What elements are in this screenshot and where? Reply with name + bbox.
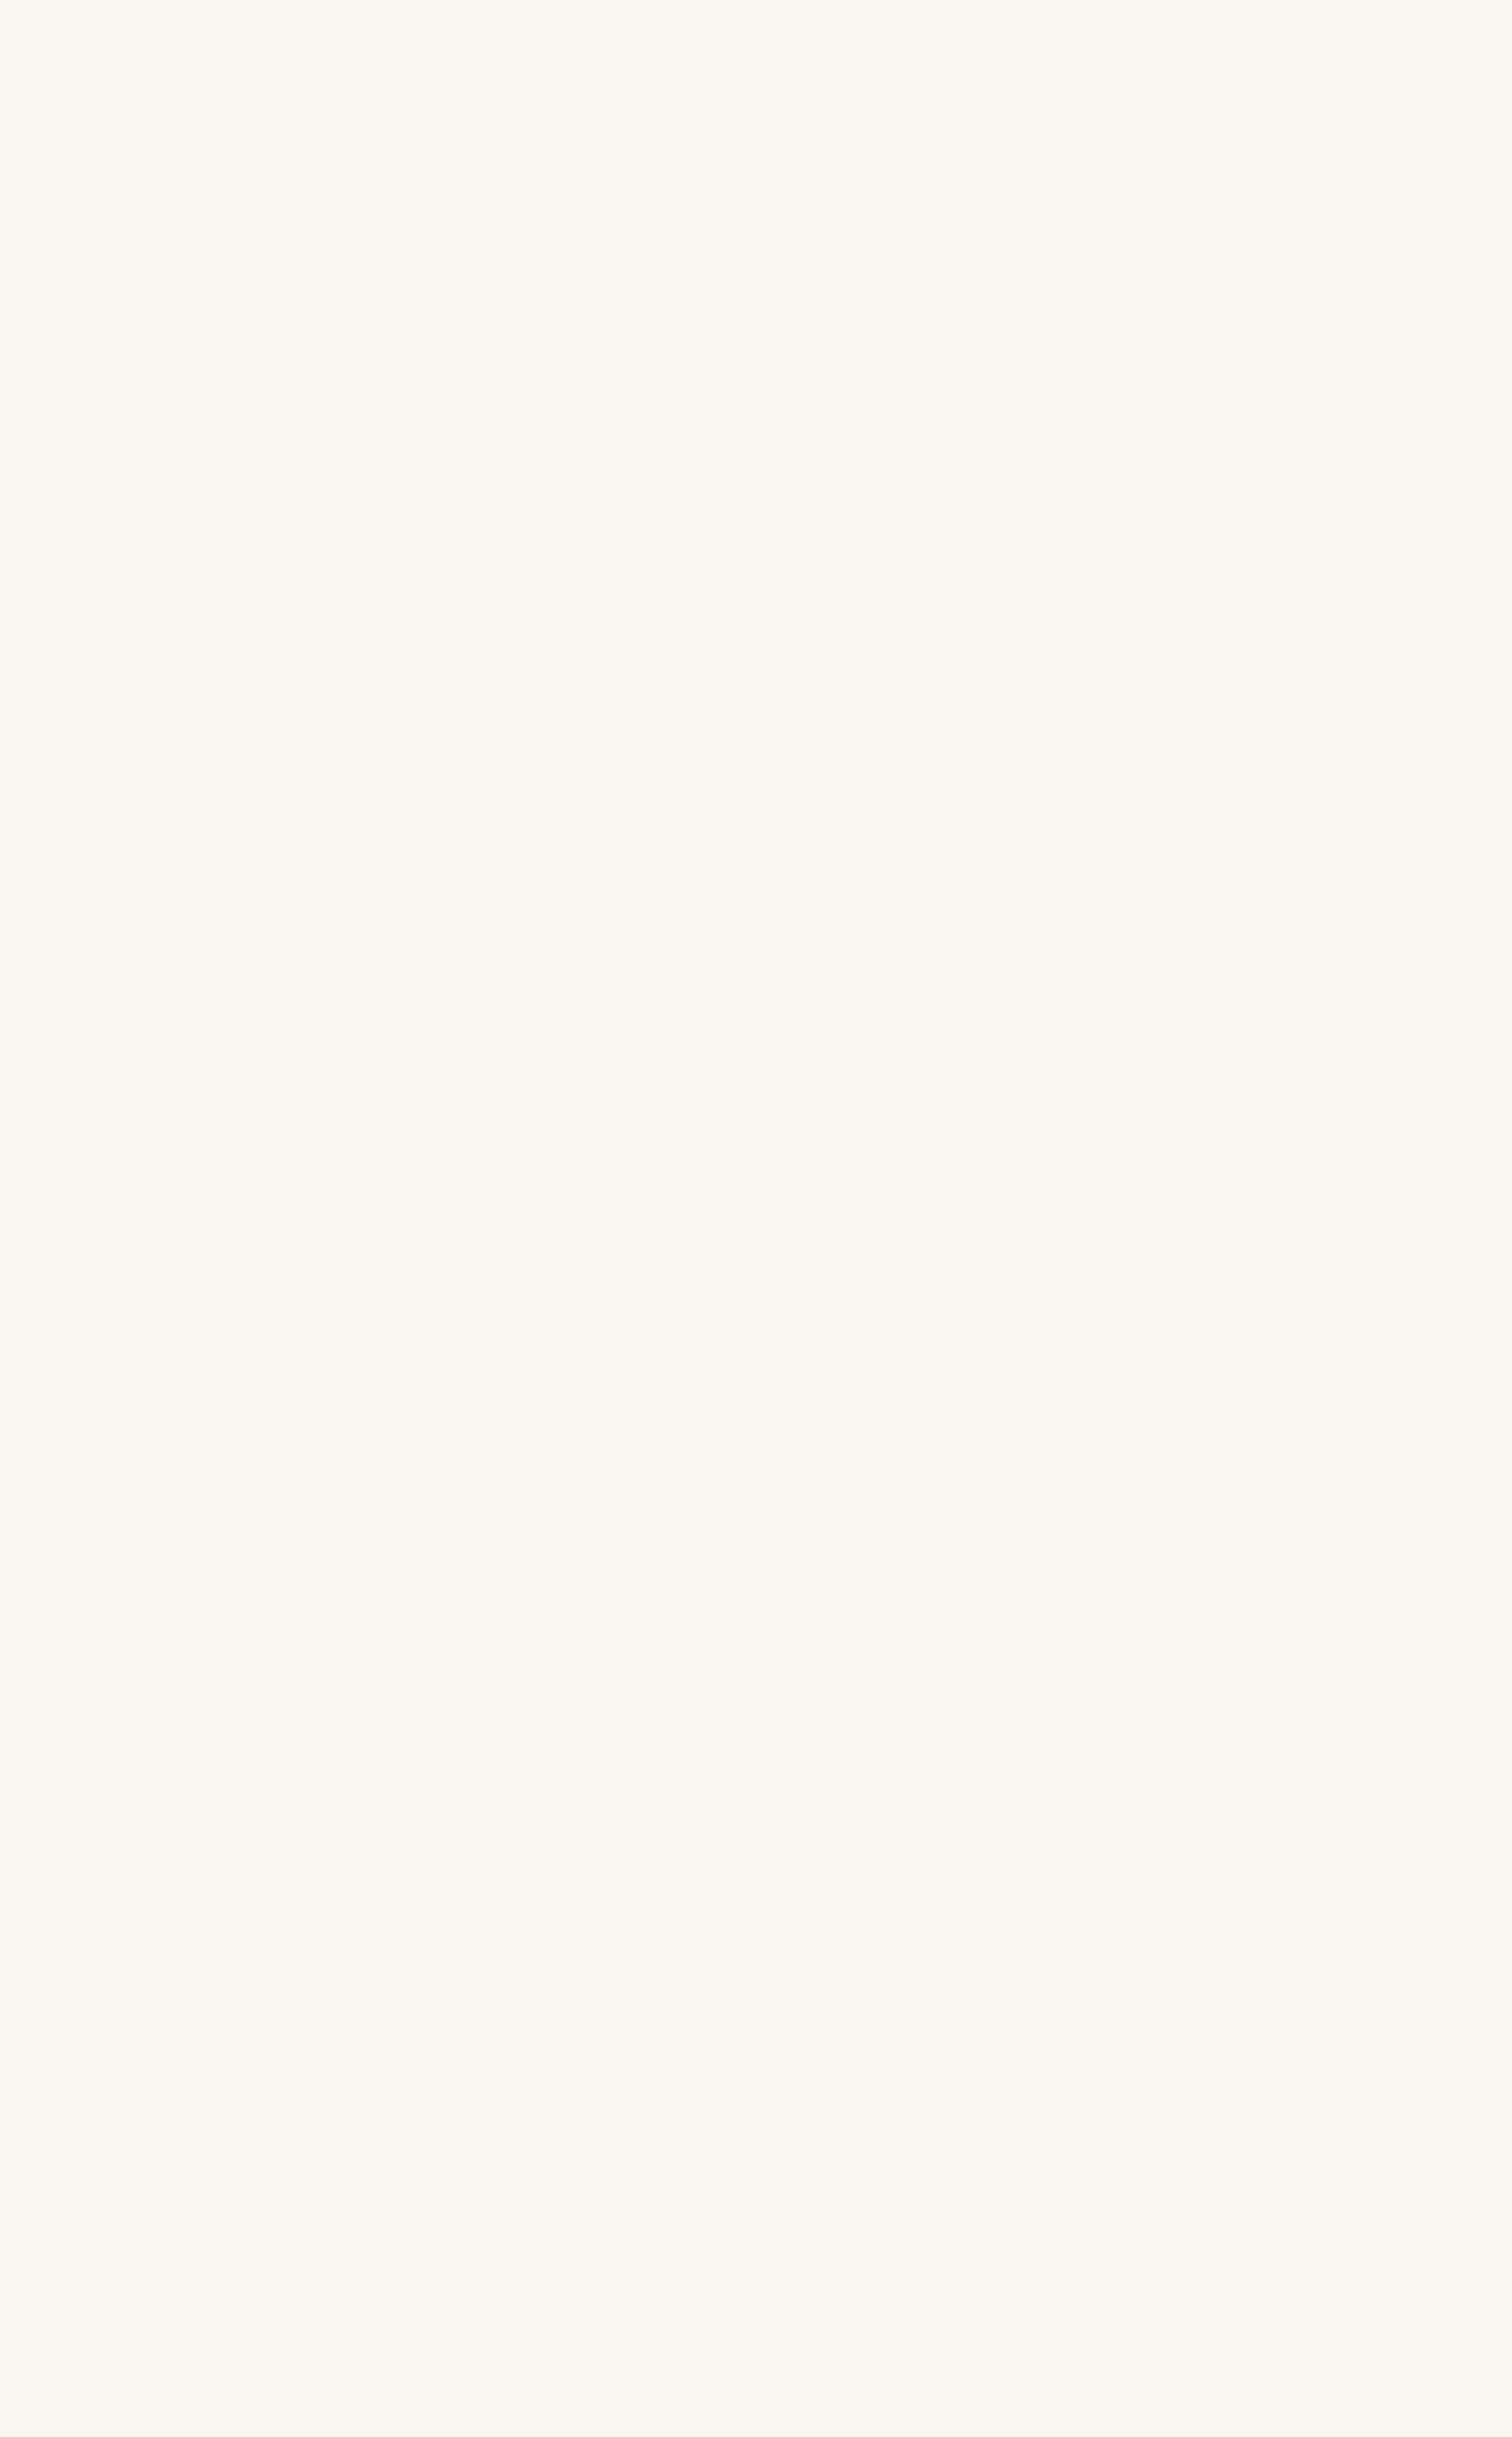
music-system-3 bbox=[115, 825, 1390, 1100]
music-system-1 bbox=[115, 199, 1390, 474]
lyrics-line-5 bbox=[115, 1690, 1390, 1744]
lyrics-line-2 bbox=[115, 710, 1390, 764]
music-system-2 bbox=[115, 513, 1390, 788]
staff-1 bbox=[115, 199, 1390, 382]
staff-2 bbox=[115, 513, 1390, 697]
music-system-4 bbox=[115, 1138, 1390, 1413]
staff-4 bbox=[115, 1138, 1390, 1321]
music-system-5 bbox=[115, 1493, 1390, 1768]
staff-3 bbox=[115, 825, 1390, 1008]
lyrics-line-3 bbox=[115, 1022, 1390, 1075]
lyrics-line-4 bbox=[115, 1398, 1390, 1451]
staff-5 bbox=[115, 1493, 1390, 1676]
lyrics-line-1 bbox=[115, 396, 1390, 449]
verse-text bbox=[107, 1757, 1390, 1786]
